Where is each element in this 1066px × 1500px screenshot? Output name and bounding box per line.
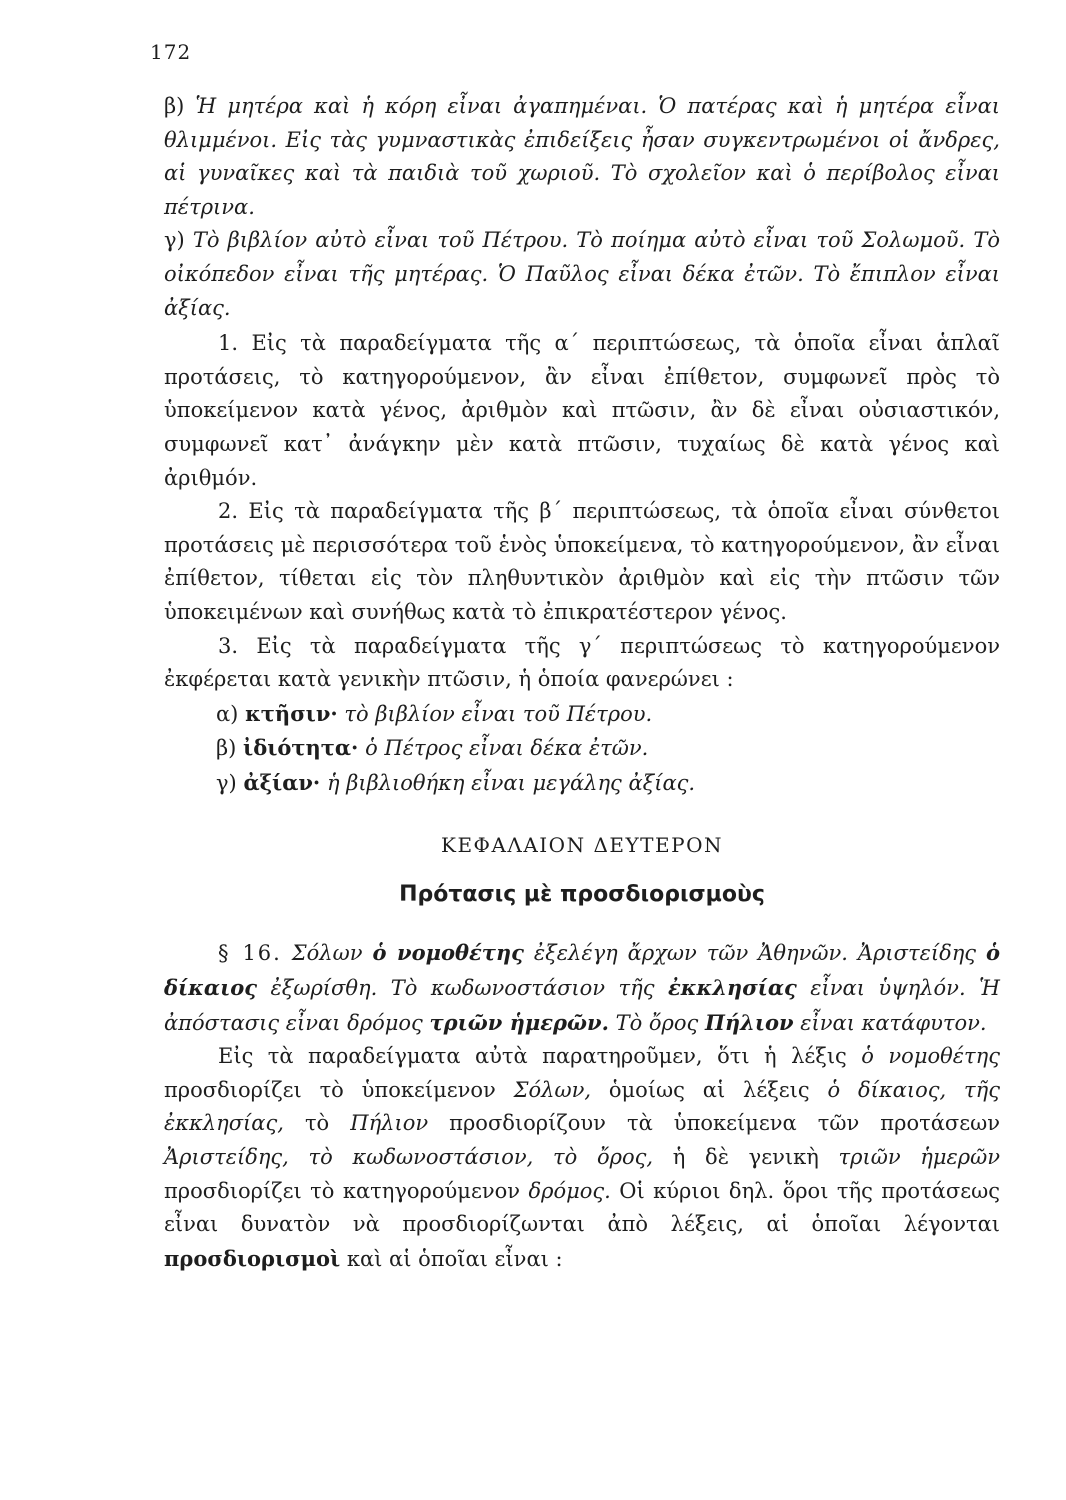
explanation-text: Οἱ κύριοι δηλ. ὅροι τῆς προτάσεως εἶναι δυνατὸν νὰ προσδιορίζωνται ἀπὸ λέξεις, αἱ ὁποῖαι λέγονται — [164, 1178, 1000, 1237]
genitive-use-item — [164, 731, 1000, 766]
example-b-marker: β) — [164, 94, 185, 118]
explanation-text: καὶ αἱ ὁποῖαι εἶναι : — [346, 1246, 563, 1271]
example-c-marker: γ) — [164, 228, 185, 253]
section-16-paragraph — [164, 936, 1000, 1040]
rule-2-paragraph — [164, 495, 1000, 629]
explanation-text: τὸ — [304, 1111, 330, 1136]
genitive-use-item — [164, 766, 1000, 801]
genitive-use-example: τὸ βιβλίον εἶναι τοῦ Πέτρου. — [344, 701, 653, 726]
explanation-bold-term: προσδιορισμοὶ — [164, 1245, 341, 1271]
example-b-paragraph — [164, 90, 1000, 224]
section-symbol: § 16. — [218, 941, 282, 966]
explanation-term: Πήλιον — [350, 1111, 429, 1136]
explanation-term: Ἀριστείδης, τὸ κωδωνοστάσιον, τὸ ὄρος, — [164, 1145, 654, 1170]
example-determiner: τριῶν ἡμερῶν. — [429, 1009, 609, 1035]
example-determiner: ὁ νομοθέτης — [372, 940, 524, 966]
explanation-term: ὁ νομοθέτης — [861, 1044, 1000, 1069]
page-content — [164, 90, 1000, 1276]
example-determiner: ὁ δίκαιος — [164, 940, 1001, 1001]
genitive-use-example: ὁ Πέτρος εἶναι δέκα ἐτῶν. — [365, 736, 649, 761]
genitive-use-marker: β) — [216, 736, 237, 761]
rule-number: 3. — [218, 633, 239, 658]
example-c-text: Τὸ βιβλίον αὐτὸ εἶναι τοῦ Πέτρου. Τὸ ποίημα αὐτὸ εἶναι τοῦ Σολωμοῦ. Τὸ οἰκόπεδον εἶναι τῆς μητέρας. Ὁ Παῦλος εἶναι δέκα ἐτῶν. Τὸ ἔπιπλον εἶναι ἀξίας. — [164, 228, 1000, 320]
example-c-paragraph — [164, 224, 1000, 325]
genitive-use-term: ἀξίαν· — [243, 769, 321, 795]
example-determiner: ἐκκλησίας — [667, 975, 797, 1001]
explanation-text: προσδιορίζουν τὰ ὑποκείμενα τῶν προτάσεων — [449, 1111, 1000, 1136]
genitive-use-marker: α) — [216, 701, 239, 726]
genitive-use-item — [164, 697, 1000, 732]
rule-3-paragraph — [164, 630, 1000, 697]
explanation-term: Σόλων, — [513, 1077, 592, 1102]
example-word: Ἡ ἀπόστασις εἶναι δρόμος — [164, 976, 1000, 1035]
explanation-term: ὁ δίκαιος, τῆς ἐκκλησίας, — [164, 1077, 1000, 1136]
page-number: 172 — [150, 40, 192, 64]
genitive-use-term: ἰδιότητα· — [243, 735, 359, 761]
explanation-term: τριῶν ἡμερῶν — [838, 1145, 1001, 1170]
rule-text: Εἰς τὰ παραδείγματα τῆς β΄ περιπτώσεως, τὰ ὁποῖα εἶναι σύνθετοι προτάσεις μὲ περισσότερα τοῦ ἑνὸς ὑποκείμενα, τὸ κατηγορούμενον, ἂν εἶναι ἐπίθετον, τίθεται εἰς τὸν πληθυντικὸν ἀριθμὸν καὶ εἰς τὴν πτῶσιν τῶν ὑποκειμένων καὶ συνήθως κατὰ τὸ ἐπικρατέστερον γένος. — [164, 499, 1000, 624]
example-word: Σόλων — [291, 941, 363, 966]
section-title: Πρότασις μὲ προσδιορισμοὺς — [399, 882, 765, 908]
rule-1-paragraph — [164, 327, 1000, 495]
explanation-text: ἡ δὲ γενικὴ — [672, 1145, 819, 1170]
genitive-use-term: κτῆσιν· — [245, 700, 338, 726]
rule-number: 2. — [218, 499, 239, 524]
genitive-use-marker: γ) — [216, 770, 237, 795]
example-determiner: Πήλιον — [704, 1009, 794, 1035]
example-word: εἶναι κατάφυτον. — [800, 1010, 987, 1035]
explanation-text: προσδιορίζει τὸ ὑποκείμενον — [164, 1077, 496, 1102]
explanation-paragraph — [164, 1040, 1000, 1276]
example-word: Ἀριστείδης — [857, 941, 977, 966]
genitive-use-example: ἡ βιβλιοθήκη εἶναι μεγάλης ἀξίας. — [326, 770, 696, 795]
rule-text: Εἰς τὰ παραδείγματα τῆς α΄ περιπτώσεως, τὰ ὁποῖα εἶναι ἁπλαῖ προτάσεις, τὸ κατηγορούμενον, ἂν εἶναι ἐπίθετον, συμφωνεῖ πρὸς τὸ ὑποκείμενον κατὰ γένος, ἀριθμὸν καὶ πτῶσιν, ἂν δὲ εἶναι οὐσιαστικόν, συμφωνεῖ κατ᾽ ἀνάγκην μὲν κατὰ πτῶσιν, τυχαίως δὲ κατὰ γένος καὶ ἀριθμόν. — [164, 331, 1000, 490]
example-b-text: Ἡ μητέρα καὶ ἡ κόρη εἶναι ἀγαπημέναι. Ὁ πατέρας καὶ ἡ μητέρα εἶναι θλιμμένοι. Εἰς τὰς γυμναστικὰς ἐπιδείξεις ἦσαν συγκεντρωμένοι οἱ ἄνδρες, αἱ γυναῖκες καὶ τὰ παιδιὰ τοῦ χωριοῦ. Τὸ σχολεῖον καὶ ὁ περίβολος εἶναι πέτρινα. — [164, 94, 1000, 219]
example-word: Τὸ κωδωνοστάσιον τῆς — [390, 976, 655, 1001]
explanation-text: προσδιορίζει τὸ κατηγορούμενον — [164, 1178, 521, 1203]
chapter-heading: ΚΕΦΑΛΑΙΟΝ ΔΕΥΤΕΡΟΝ — [441, 833, 723, 858]
example-word: εἶναι ὑψηλόν. — [810, 976, 966, 1001]
explanation-text: Εἰς τὰ παραδείγματα αὐτὰ παρατηροῦμεν, ὅτι ἡ λέξις — [218, 1044, 847, 1069]
example-word: ἐξελέγη ἄρχων τῶν Ἀθηνῶν. — [533, 941, 848, 966]
rule-text: Εἰς τὰ παραδείγματα τῆς γ΄ περιπτώσεως τὸ κατηγορούμενον ἐκφέρεται κατὰ γενικὴν πτῶσιν, ἡ ὁποία φανερώνει : — [164, 633, 1000, 692]
rule-number: 1. — [218, 331, 239, 356]
explanation-term: δρόμος. — [528, 1178, 611, 1203]
example-word: ἐξωρίσθη. — [270, 976, 378, 1001]
explanation-text: ὁμοίως αἱ λέξεις — [608, 1077, 810, 1102]
example-word: Τὸ ὄρος — [615, 1010, 699, 1035]
